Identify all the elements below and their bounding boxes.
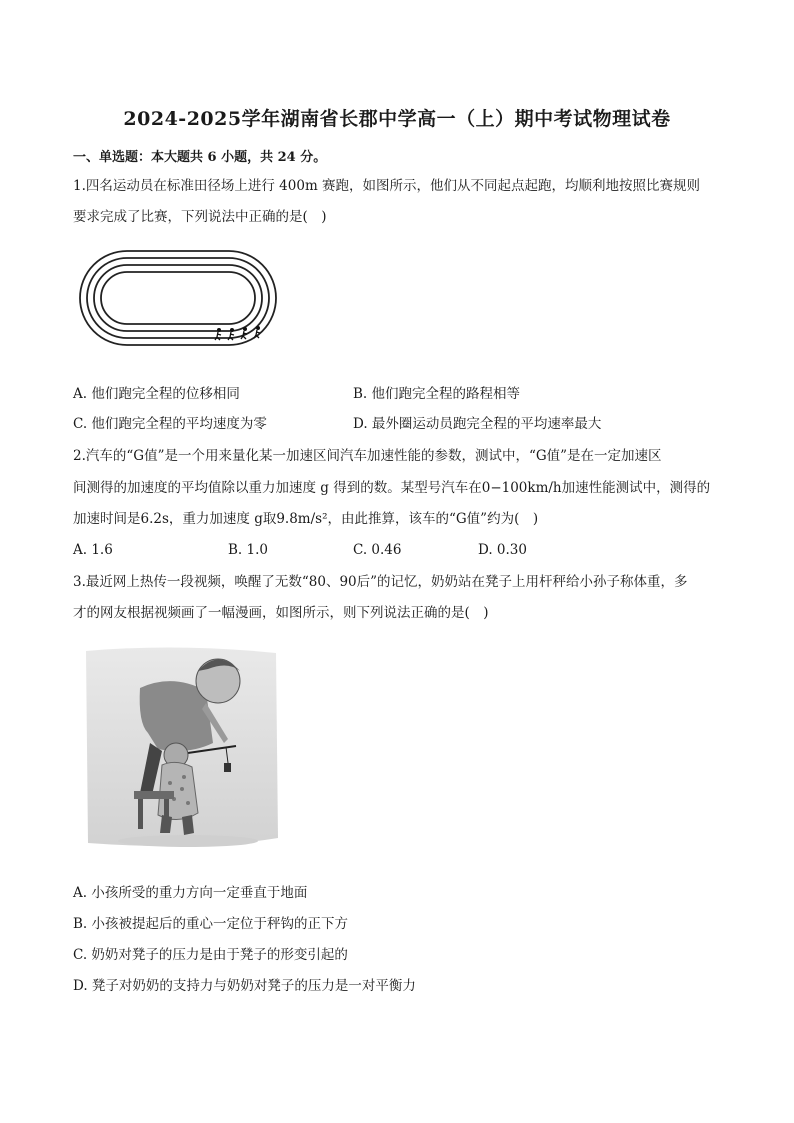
q2-option-c: C. 0.46 [353, 542, 402, 558]
q1-option-a: A. 他们跑完全程的位移相同 [73, 386, 240, 402]
child-leg-right [182, 815, 194, 835]
running-track-figure [78, 248, 278, 348]
q3-option-a: A. 小孩所受的重力方向一定垂直于地面 [73, 885, 308, 901]
ground-shadow [118, 835, 258, 847]
q1-option-c: C. 他们跑完全程的平均速度为零 [73, 416, 267, 432]
q2-option-a: A. 1.6 [73, 542, 113, 558]
track-lane-3 [87, 258, 269, 338]
q1-option-b: B. 他们跑完全程的路程相等 [353, 386, 521, 402]
q2-stem-line1: 2.汽车的“G值”是一个用来量化某一加速区间汽车加速性能的参数，测试中，“G值”是在一定加速区 [73, 448, 662, 464]
section-heading: 一、单选题：本大题共 6 小题，共 24 分。 [73, 150, 327, 165]
q1-stem-line2: 要求完成了比赛，下列说法中正确的是( ) [73, 209, 327, 225]
q1-option-d: D. 最外圈运动员跑完全程的平均速率最大 [353, 416, 602, 432]
grandma-weighing-child-illustration [78, 643, 283, 853]
q2-stem-line3: 加速时间是6.2s，重力加速度 g取9.8m/s²，由此推算，该车的“G值”约为( ) [73, 511, 539, 527]
q1-stem-line1: 1.四名运动员在标准田径场上进行 400m 赛跑，如图所示，他们从不同起点起跑，均顺利地按照比赛规则 [73, 178, 701, 194]
q2-option-d: D. 0.30 [478, 542, 527, 558]
q3-stem-line2: 才的网友根据视频画了一幅漫画，如图所示，则下列说法正确的是( ) [73, 605, 489, 621]
track-lane-2 [94, 265, 262, 331]
q3-option-c: C. 奶奶对凳子的压力是由于凳子的形变引起的 [73, 947, 348, 963]
steelyard-weight [224, 763, 231, 772]
q2-option-b: B. 1.0 [228, 542, 268, 558]
q3-option-d: D. 凳子对奶奶的支持力与奶奶对凳子的压力是一对平衡力 [73, 978, 416, 994]
track-lane-1 [101, 272, 255, 324]
stool-top [134, 791, 174, 799]
page-title: 2024-2025学年湖南省长郡中学高一（上）期中考试物理试卷 [123, 108, 671, 130]
q3-option-b: B. 小孩被提起后的重心一定位于秤钩的正下方 [73, 916, 349, 932]
q2-stem-line2: 间测得的加速度的平均值除以重力加速度 g 得到的数。某型号汽车在0−100km/h加速性能测试中，测得的 [73, 480, 711, 496]
q3-stem-line1: 3.最近网上热传一段视频，唤醒了无数“80、90后”的记忆，奶奶站在凳子上用杆秤给小孙子称体重，多 [73, 574, 688, 590]
